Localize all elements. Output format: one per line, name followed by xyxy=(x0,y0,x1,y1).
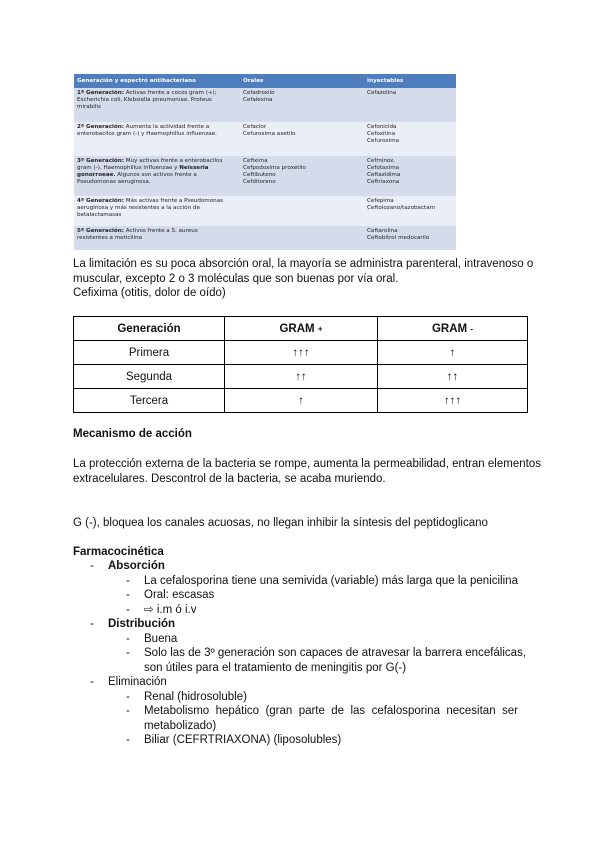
subheading-distribucion: Distribución xyxy=(108,618,176,630)
bullet-dash: - xyxy=(126,603,130,616)
table-row xyxy=(74,122,456,156)
list-item-text: Oral: escasas xyxy=(144,589,215,601)
col-header-generacion: Generación y espectro antibacteriano xyxy=(74,74,240,88)
list-item xyxy=(73,675,528,690)
injectable-cell: Cefminox. Cefotaxima Ceftazidima Ceftriaxona xyxy=(364,156,456,196)
col-header-orales: Orales xyxy=(240,74,364,88)
list-item xyxy=(73,617,528,632)
oral-cell: Cefadroxilo Cefalexina xyxy=(240,88,364,122)
list-item-text: ⇨ i.m ó i.v xyxy=(144,603,197,616)
bullet-dash: - xyxy=(126,690,130,703)
injectable-cell: Cefepima Ceftolozano/tazobactam xyxy=(364,196,456,226)
list-item xyxy=(73,559,528,574)
table-row xyxy=(74,88,456,122)
list-item-text: metabolizado) xyxy=(144,719,217,732)
paragraph-cefixima: Cefixima (otitis, dolor de oído) xyxy=(73,287,226,299)
table-row xyxy=(74,389,528,413)
list-item xyxy=(73,632,528,647)
bullet-dash: - xyxy=(126,632,130,645)
oral-cell: Cefaclor Cefuroxima axetilo xyxy=(240,122,364,156)
subheading-eliminacion: Eliminación xyxy=(108,676,167,688)
table-row xyxy=(74,341,528,365)
generation-cell: 5ª Generación: Activos frente a S. aureus resistentes a meticilina xyxy=(74,226,240,250)
gram-positive-cell: ↑↑↑ xyxy=(225,341,378,365)
oral-cell: Cefixima Cefpodoxima proxetilo Ceftibuteno Cefditoreno xyxy=(240,156,364,196)
list-item xyxy=(73,574,528,589)
bullet-dash: - xyxy=(126,589,130,601)
gram-negative-cell: ↑↑↑ xyxy=(378,389,528,413)
list-item-text: Buena xyxy=(144,632,178,645)
col-header-gram-positive: GRAM + xyxy=(225,317,378,341)
bullet-dash: - xyxy=(90,676,94,688)
bullet-dash: - xyxy=(90,618,94,630)
list-item-text: Biliar (CEFRTRIAXONA) (liposolubles) xyxy=(144,734,342,746)
list-item xyxy=(73,588,528,603)
generation-cell: 3ª Generación: Muy activas frente a enterobacilos gram (-), Haemophillus influenzae y Neisseria gonorroeae. Algunos son activos frente a Pseudomonas aeruginosa. xyxy=(74,156,240,196)
oral-cell xyxy=(240,226,364,250)
table-row xyxy=(74,156,456,196)
col-header-inyectables: Inyectables xyxy=(364,74,456,88)
generation-cell: 4ª Generación: Más activas frente a Pseudomonas aeruginosa y más resistentes a la acción de betalactamasas xyxy=(74,196,240,226)
list-item xyxy=(73,603,528,618)
gram-positive-cell: ↑↑ xyxy=(225,365,378,389)
paragraph-absorption-limit xyxy=(73,257,533,287)
bullet-dash: - xyxy=(126,574,130,587)
gram-positive-cell: ↑ xyxy=(225,389,378,413)
list-item xyxy=(73,704,528,719)
list-item-continuation xyxy=(73,719,528,734)
list-item-text: son útiles para el tratamiento de meningitis por G(-) xyxy=(144,661,407,674)
list-item-text: Solo las de 3º generación son capaces de atravesar la barrera encefálicas, xyxy=(144,647,527,659)
list-item-text: Renal (hidrosoluble) xyxy=(144,690,247,703)
gram-negative-cell: ↑↑ xyxy=(378,365,528,389)
injectable-cell: Cefazolina xyxy=(364,88,456,122)
generation-cell: Segunda xyxy=(74,365,225,389)
paragraph-line: extracelulares. Descontrol de la bacteria, se acaba muriendo. xyxy=(73,473,386,485)
injectable-cell: Cefonicida Cefoxitina Cefuroxima xyxy=(364,122,456,156)
oral-cell xyxy=(240,196,364,226)
bullet-dash: - xyxy=(126,705,130,717)
pharmacokinetics-list xyxy=(73,559,528,748)
list-item xyxy=(73,690,528,705)
bullet-dash: - xyxy=(90,560,94,572)
subheading-absorcion: Absorción xyxy=(108,560,165,572)
col-header-gram-negative: GRAM - xyxy=(378,317,528,341)
table-row xyxy=(74,196,456,226)
section-heading-mecanismo: Mecanismo de acción xyxy=(73,428,192,440)
paragraph-line: La limitación es su poca absorción oral, la mayoría se administra parenteral, intravenoso o xyxy=(73,258,534,270)
list-item-continuation xyxy=(73,661,528,676)
injectable-cell: Ceftarolina Ceftobitrol medocarilo xyxy=(364,226,456,250)
table-row xyxy=(74,226,456,250)
generation-cell: 2ª Generación: Aumenta la actividad frente a enterobacilos gram (-) y Haemophillus influenzae. xyxy=(74,122,240,156)
generation-cell: 1ª Generación: Activas frente a cocos gram (+); Escherichia coli, Klebsiella pneumoniae, Proteus mirabilis xyxy=(74,88,240,122)
cephalosporin-generations-table xyxy=(74,74,456,250)
table-row xyxy=(74,365,528,389)
bullet-dash: - xyxy=(126,647,130,659)
gram-negative-cell: ↑ xyxy=(378,341,528,365)
bullet-dash: - xyxy=(126,734,130,746)
list-item xyxy=(73,733,528,748)
col-header-generacion: Generación xyxy=(74,317,225,341)
paragraph-line: muscular, excepto 2 o 3 moléculas que son buenas por vía oral. xyxy=(73,273,399,285)
list-item-text: Metabolismo hepático (gran parte de las cefalosporina necesitan ser xyxy=(144,705,518,717)
gram-activity-table xyxy=(73,316,528,413)
generation-cell: Tercera xyxy=(74,389,225,413)
list-item xyxy=(73,646,528,661)
paragraph-line: La protección externa de la bacteria se rompe, aumenta la permeabilidad, entran elementos xyxy=(73,458,541,470)
list-item-text: La cefalosporina tiene una semivida (variable) más larga que la penicilina xyxy=(144,574,518,587)
section-heading-farmacocinetica: Farmacocinética xyxy=(73,546,164,558)
paragraph-gram-negative: G (-), bloquea los canales acuosas, no llegan inhibir la síntesis del peptidoglicano xyxy=(73,517,488,529)
generation-cell: Primera xyxy=(74,341,225,365)
paragraph-mecanismo xyxy=(73,457,541,487)
